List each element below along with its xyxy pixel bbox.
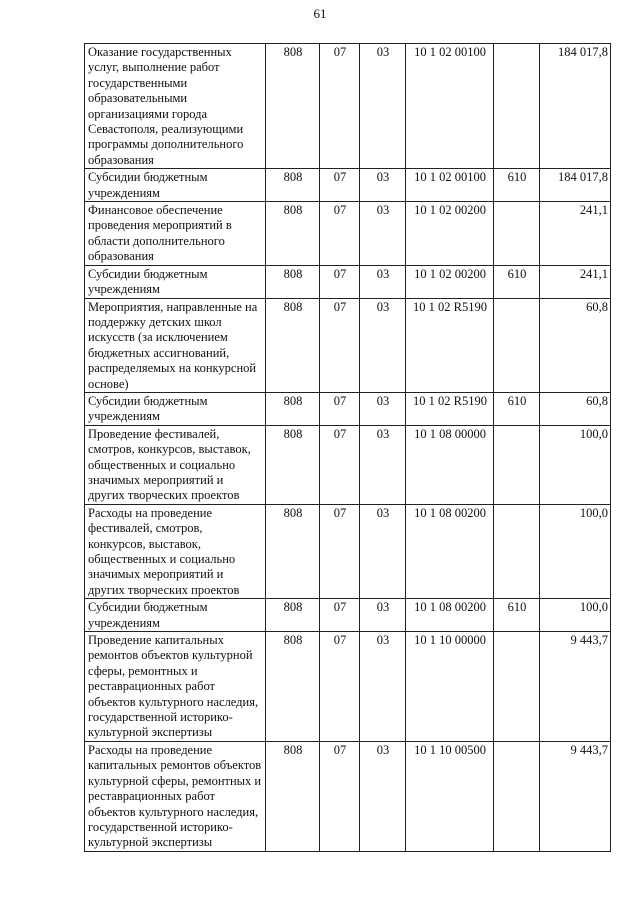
budget-table: [84, 43, 611, 852]
subsection-cell: 03: [360, 44, 406, 169]
expense-type-cell: [494, 425, 540, 504]
section-cell: 07: [320, 392, 360, 425]
table-row: [85, 392, 611, 425]
target-article-cell: 10 1 02 R5190: [406, 392, 494, 425]
expense-name-cell: Финансовое обеспечение проведения мероприятий в области дополнительного образования: [85, 202, 266, 266]
table-row: [85, 599, 611, 632]
subsection-cell: 03: [360, 298, 406, 392]
expense-type-cell: [494, 44, 540, 169]
section-cell: 07: [320, 202, 360, 266]
expense-name-cell: Оказание государственных услуг, выполнение работ государственными образовательными организациями города Севастополя, реализующими программы дополнительного образования: [85, 44, 266, 169]
table-row: [85, 169, 611, 202]
expense-type-cell: [494, 298, 540, 392]
expense-type-cell: [494, 741, 540, 851]
admin-code-cell: 808: [266, 741, 320, 851]
subsection-cell: 03: [360, 741, 406, 851]
section-cell: 07: [320, 44, 360, 169]
sum-cell: 184 017,8: [540, 169, 611, 202]
target-article-cell: 10 1 02 00200: [406, 202, 494, 266]
expense-type-cell: [494, 202, 540, 266]
expense-name-cell: Субсидии бюджетным учреждениям: [85, 265, 266, 298]
sum-cell: 9 443,7: [540, 632, 611, 742]
sum-cell: 60,8: [540, 392, 611, 425]
table-row: [85, 504, 611, 598]
section-cell: 07: [320, 599, 360, 632]
sum-cell: 60,8: [540, 298, 611, 392]
expense-type-cell: [494, 504, 540, 598]
admin-code-cell: 808: [266, 298, 320, 392]
admin-code-cell: 808: [266, 632, 320, 742]
sum-cell: 241,1: [540, 202, 611, 266]
expense-name-cell: Субсидии бюджетным учреждениям: [85, 392, 266, 425]
expense-type-cell: 610: [494, 265, 540, 298]
admin-code-cell: 808: [266, 202, 320, 266]
admin-code-cell: 808: [266, 504, 320, 598]
expense-type-cell: 610: [494, 599, 540, 632]
table-row: [85, 202, 611, 266]
subsection-cell: 03: [360, 599, 406, 632]
sum-cell: 241,1: [540, 265, 611, 298]
table-row: [85, 741, 611, 851]
target-article-cell: 10 1 08 00200: [406, 599, 494, 632]
table-row: [85, 44, 611, 169]
table-row: [85, 265, 611, 298]
admin-code-cell: 808: [266, 265, 320, 298]
target-article-cell: 10 1 02 R5190: [406, 298, 494, 392]
section-cell: 07: [320, 632, 360, 742]
admin-code-cell: 808: [266, 425, 320, 504]
target-article-cell: 10 1 02 00100: [406, 44, 494, 169]
admin-code-cell: 808: [266, 599, 320, 632]
sum-cell: 100,0: [540, 425, 611, 504]
expense-type-cell: 610: [494, 169, 540, 202]
subsection-cell: 03: [360, 392, 406, 425]
table-row: [85, 425, 611, 504]
sum-cell: 184 017,8: [540, 44, 611, 169]
expense-name-cell: Проведение фестивалей, смотров, конкурсов, выставок, общественных и социально значимых мероприятий и других творческих проектов: [85, 425, 266, 504]
expense-name-cell: Расходы на проведение фестивалей, смотров, конкурсов, выставок, общественных и социально значимых мероприятий и других творческих проектов: [85, 504, 266, 598]
subsection-cell: 03: [360, 169, 406, 202]
sum-cell: 100,0: [540, 504, 611, 598]
sum-cell: 9 443,7: [540, 741, 611, 851]
target-article-cell: 10 1 02 00100: [406, 169, 494, 202]
section-cell: 07: [320, 265, 360, 298]
expense-name-cell: Мероприятия, направленные на поддержку детских школ искусств (за исключением бюджетных ассигнований, распределяемых на конкурсной основе): [85, 298, 266, 392]
section-cell: 07: [320, 425, 360, 504]
table-row: [85, 298, 611, 392]
section-cell: 07: [320, 741, 360, 851]
section-cell: 07: [320, 504, 360, 598]
subsection-cell: 03: [360, 265, 406, 298]
section-cell: 07: [320, 169, 360, 202]
admin-code-cell: 808: [266, 44, 320, 169]
target-article-cell: 10 1 10 00000: [406, 632, 494, 742]
table-row: [85, 632, 611, 742]
expense-name-cell: Проведение капитальных ремонтов объектов культурной сферы, ремонтных и реставрационных работ объектов культурного наследия, государственной историко-культурной экспертизы: [85, 632, 266, 742]
expense-name-cell: Расходы на проведение капитальных ремонтов объектов культурной сферы, ремонтных и реставрационных работ объектов культурного наследия, государственной историко-культурной экспертизы: [85, 741, 266, 851]
subsection-cell: 03: [360, 425, 406, 504]
budget-table-body: [85, 44, 611, 852]
target-article-cell: 10 1 10 00500: [406, 741, 494, 851]
admin-code-cell: 808: [266, 169, 320, 202]
expense-name-cell: Субсидии бюджетным учреждениям: [85, 169, 266, 202]
expense-name-cell: Субсидии бюджетным учреждениям: [85, 599, 266, 632]
section-cell: 07: [320, 298, 360, 392]
subsection-cell: 03: [360, 632, 406, 742]
page-number: 61: [313, 6, 327, 21]
target-article-cell: 10 1 02 00200: [406, 265, 494, 298]
sum-cell: 100,0: [540, 599, 611, 632]
target-article-cell: 10 1 08 00200: [406, 504, 494, 598]
admin-code-cell: 808: [266, 392, 320, 425]
target-article-cell: 10 1 08 00000: [406, 425, 494, 504]
subsection-cell: 03: [360, 504, 406, 598]
expense-type-cell: 610: [494, 392, 540, 425]
subsection-cell: 03: [360, 202, 406, 266]
expense-type-cell: [494, 632, 540, 742]
